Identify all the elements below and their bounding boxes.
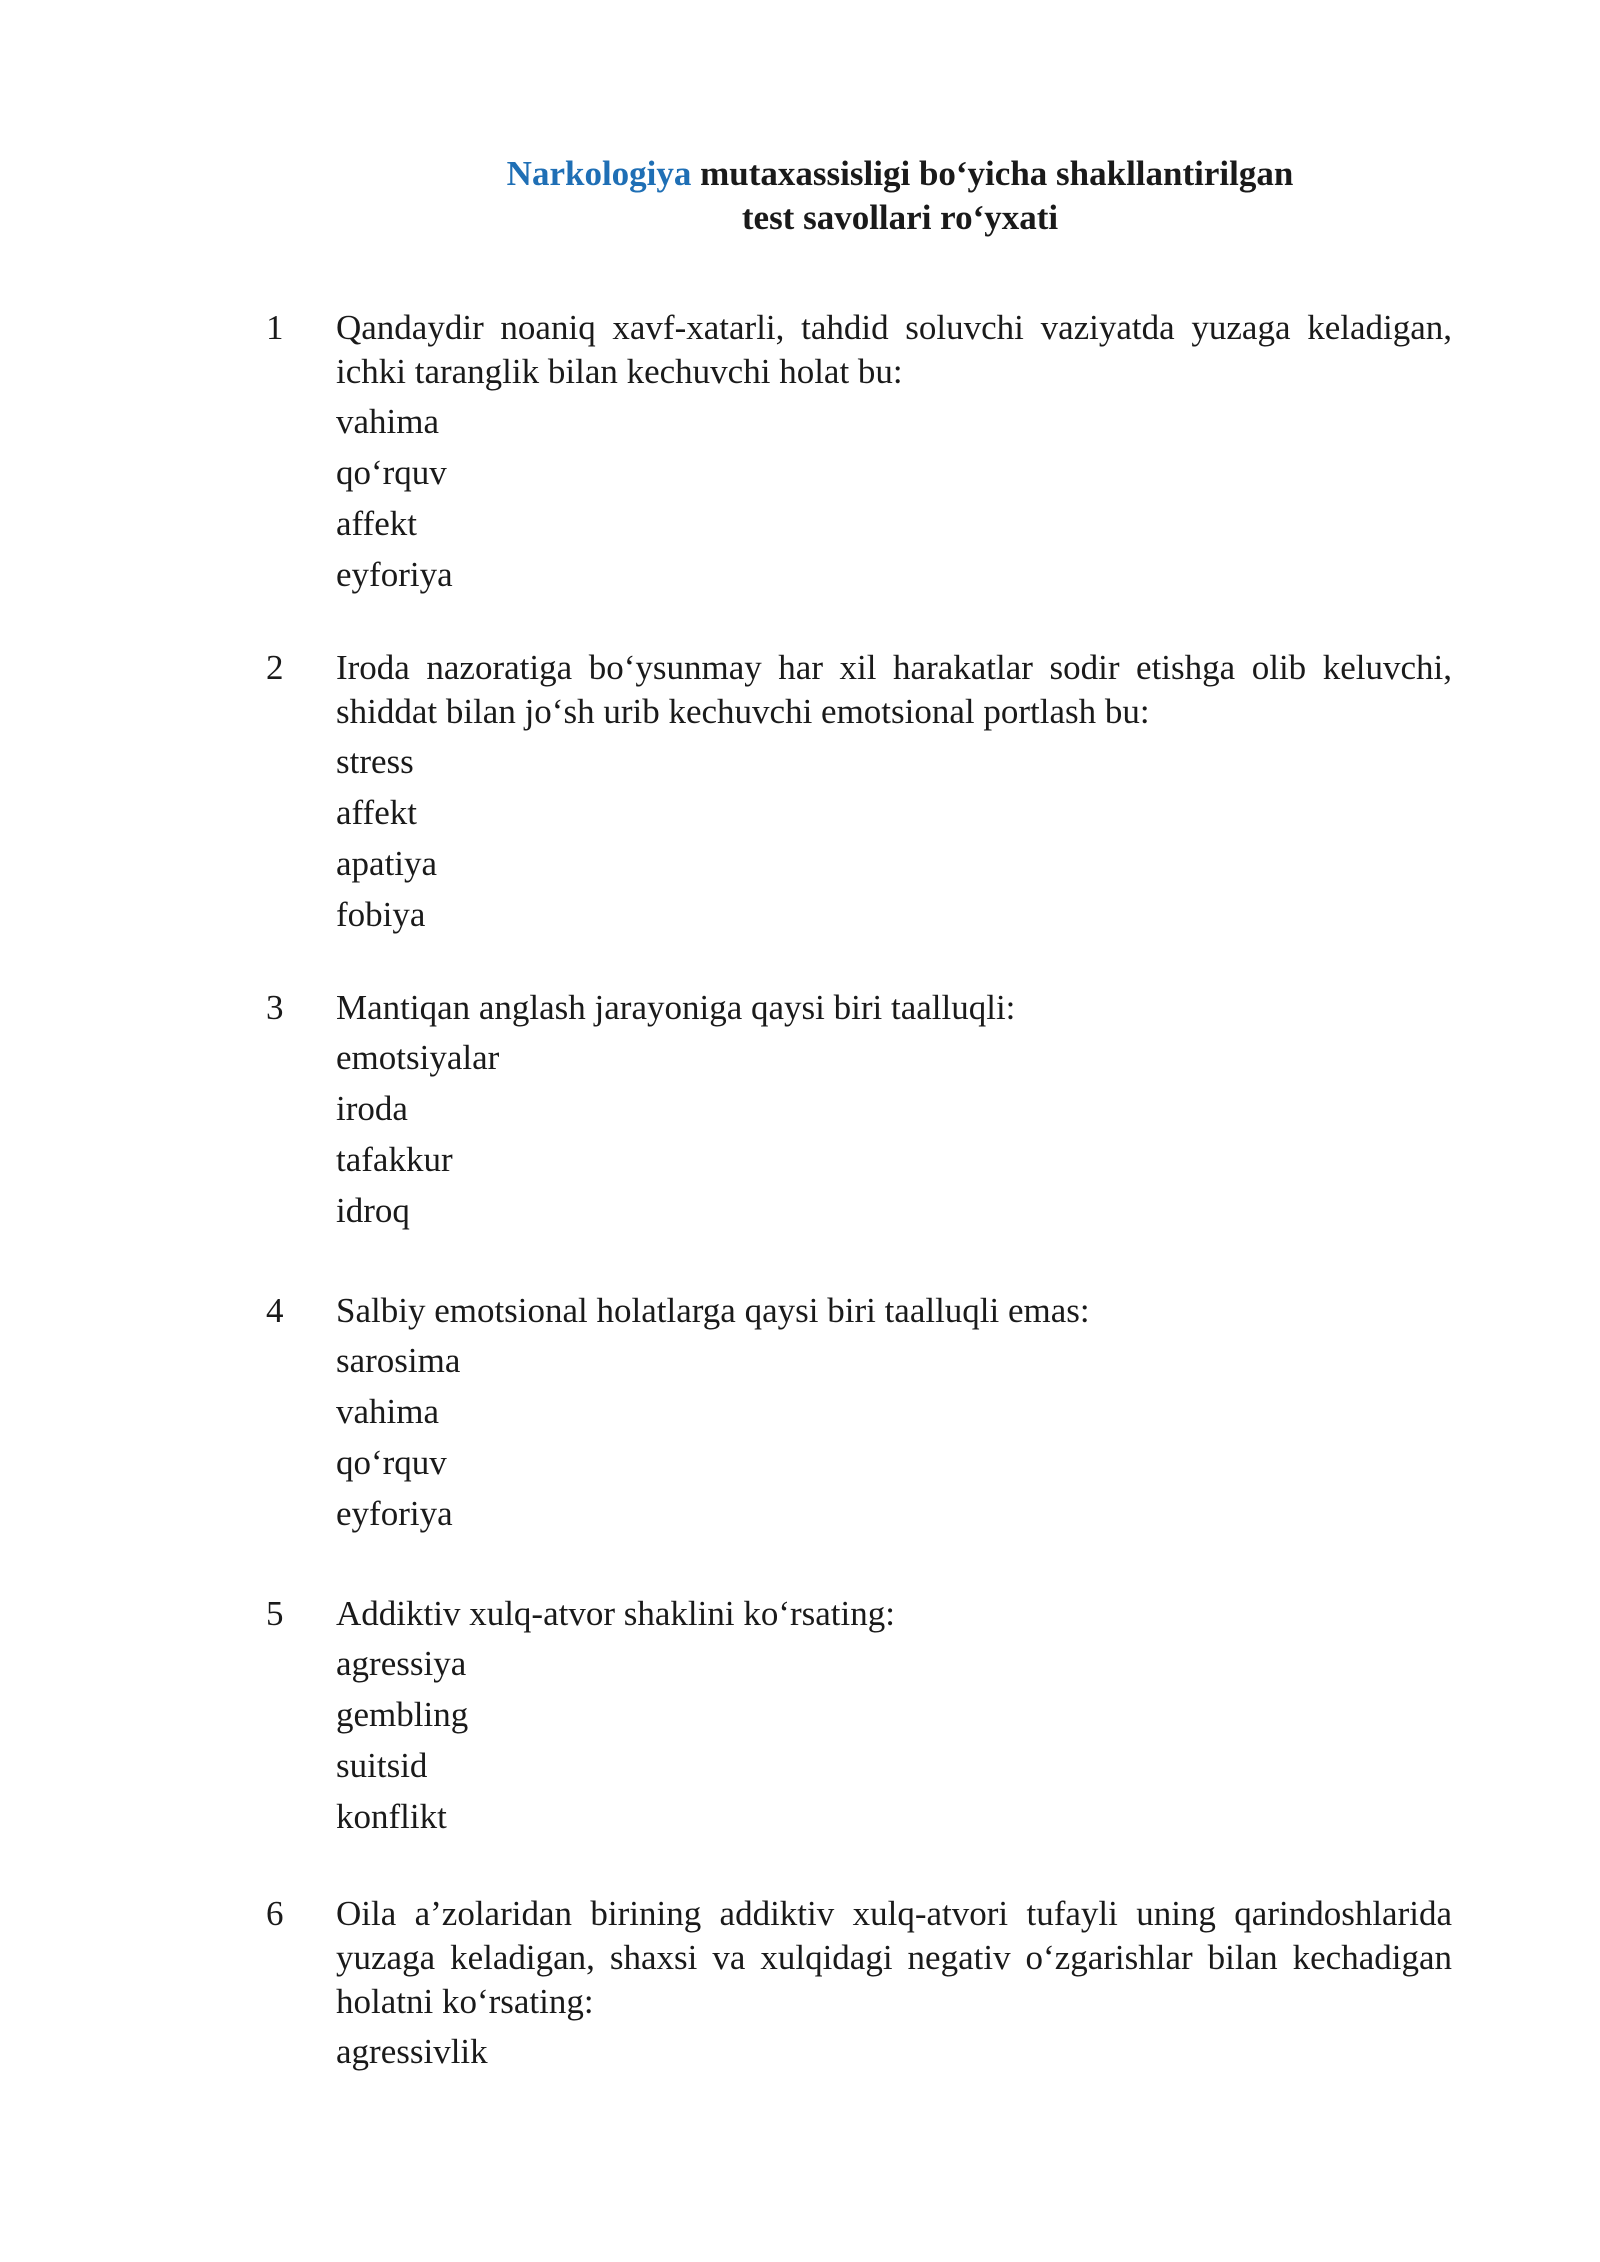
question-body: [336, 1592, 1452, 1842]
answer-option: suitsid: [336, 1746, 428, 1785]
answer-options: [336, 1032, 1452, 1236]
question-text: Qandaydir noaniq xavf-xatarli, tahdid soluvchi vaziyatda yuzaga keladigan, ichki taranglik bilan kechuvchi holat bu:: [336, 308, 1452, 391]
answer-option: vahima: [336, 1392, 440, 1431]
answer-options: [336, 1638, 1452, 1842]
question-text: Iroda nazoratiga bo‘ysunmay har xil harakatlar sodir etishga olib keluvchi, shiddat bilan jo‘sh urib kechuvchi emotsional portlash bu:: [336, 648, 1452, 731]
question-number: 1: [266, 308, 284, 347]
answer-option: qo‘rquv: [336, 1443, 447, 1482]
answer-option: tafakkur: [336, 1140, 453, 1179]
question-number: 2: [266, 648, 284, 687]
question-body: [336, 306, 1452, 600]
answer-option: idroq: [336, 1191, 410, 1230]
header-title-rest: mutaxassisligi bo‘yicha shakllantirilgan: [691, 154, 1294, 193]
question-number: 6: [266, 1894, 284, 1933]
question-text: Salbiy emotsional holatlarga qaysi biri taalluqli emas:: [336, 1291, 1090, 1330]
answer-option: affekt: [336, 793, 417, 832]
header-line-2: test savollari ro‘yxati: [741, 198, 1059, 237]
question-body: [336, 1892, 1452, 2077]
answer-option: agressiya: [336, 1644, 467, 1683]
question-body: [336, 646, 1452, 940]
question-number: 4: [266, 1291, 284, 1330]
answer-option: agressivlik: [336, 2032, 488, 2071]
question-body: [336, 1289, 1452, 1539]
answer-option: konflikt: [336, 1797, 447, 1836]
question-body: [336, 986, 1452, 1236]
answer-option: apatiya: [336, 844, 438, 883]
answer-option: eyforiya: [336, 1494, 453, 1533]
answer-option: sarosima: [336, 1341, 461, 1380]
header-line-1: [330, 152, 1470, 196]
question-text: Oila a’zolaridan birining addiktiv xulq-atvori tufayli uning qarindoshlarida yuzaga keladigan, shaxsi va xulqidagi negativ o‘zgarishlar bilan kechadigan holatni ko‘rsating:: [336, 1894, 1452, 2021]
header-accent-word: Narkologiya: [506, 154, 692, 193]
document-header: [330, 152, 1470, 240]
question-number: 5: [266, 1594, 284, 1633]
answer-option: stress: [336, 742, 414, 781]
answer-option: eyforiya: [336, 555, 453, 594]
answer-option: fobiya: [336, 895, 426, 934]
answer-option: qo‘rquv: [336, 453, 447, 492]
answer-options: [336, 736, 1452, 940]
answer-option: affekt: [336, 504, 417, 543]
question-text: Mantiqan anglash jarayoniga qaysi biri taalluqli:: [336, 988, 1016, 1027]
question-text: Addiktiv xulq-atvor shaklini ko‘rsating:: [336, 1594, 895, 1633]
answer-option: emotsiyalar: [336, 1038, 500, 1077]
answer-options: [336, 1335, 1452, 1539]
answer-options: [336, 2026, 1452, 2077]
answer-option: iroda: [336, 1089, 408, 1128]
answer-options: [336, 396, 1452, 600]
answer-option: vahima: [336, 402, 440, 441]
answer-option: gembling: [336, 1695, 469, 1734]
question-number: 3: [266, 988, 284, 1027]
